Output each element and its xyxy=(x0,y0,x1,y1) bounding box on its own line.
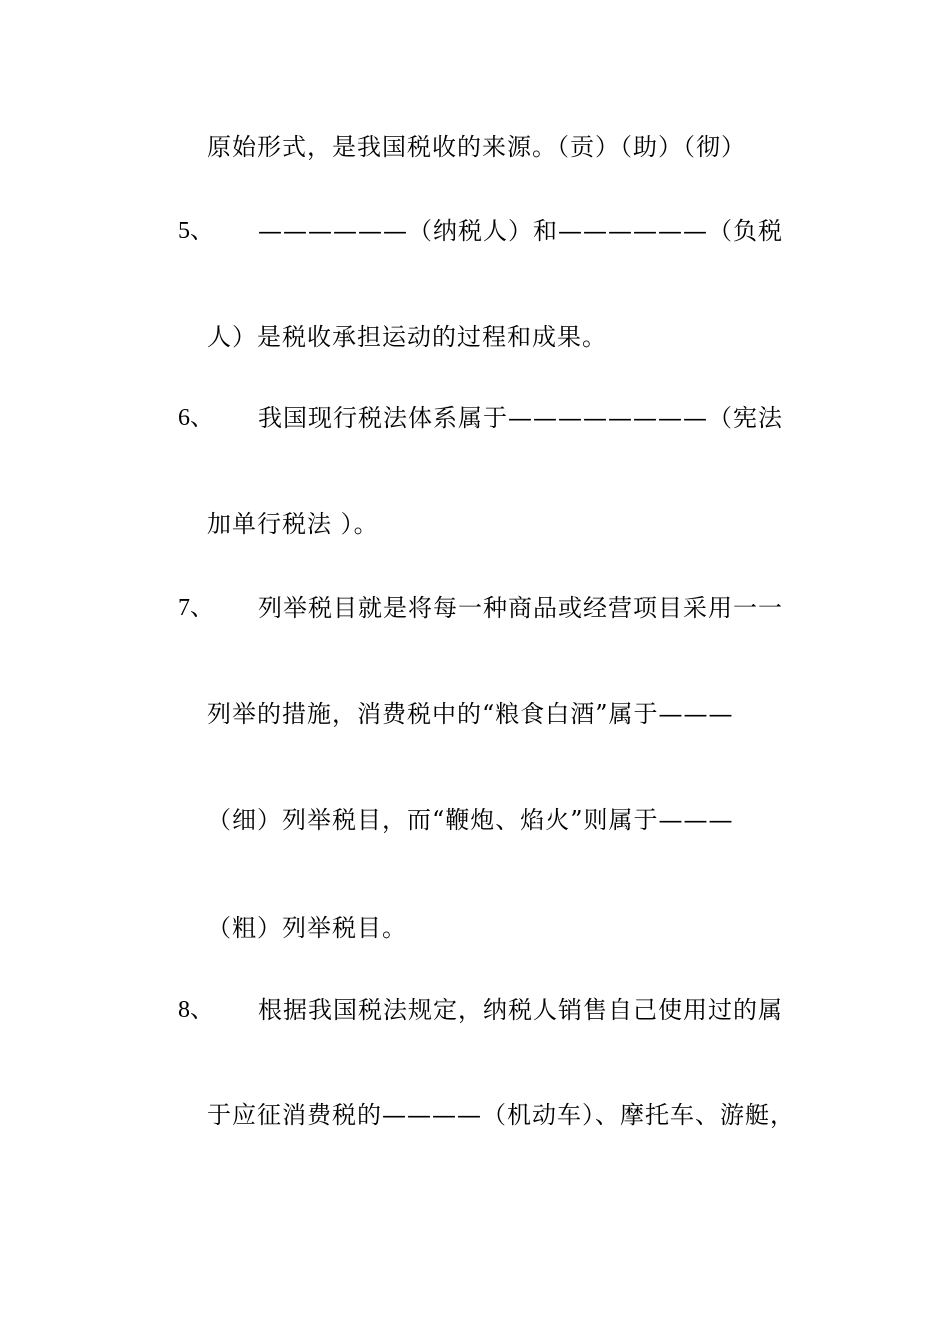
text-line: 于应征消费税的————（机动车）、摩托车、游艇， xyxy=(207,1101,795,1129)
text-line: 列举税目就是将每一种商品或经营项目采用一一 xyxy=(258,594,783,622)
item-number: 7、 xyxy=(178,595,214,621)
item-number: 6、 xyxy=(178,405,214,431)
item-number: 5、 xyxy=(178,218,214,244)
text-line: 根据我国税法规定，纳税人销售自己使用过的属 xyxy=(258,996,783,1024)
text-line: （粗）列举税目。 xyxy=(207,914,407,942)
text-line: 加单行税法 ）。 xyxy=(207,510,379,538)
text-line: 我国现行税法体系属于————————（宪法 xyxy=(258,404,783,432)
text-line: 原始形式，是我国税收的来源。（贡）（助）（彻） xyxy=(207,133,746,161)
item-number: 8、 xyxy=(178,997,214,1023)
text-line: ——————（纳税人）和——————（负税 xyxy=(258,217,783,245)
text-line: （细）列举税目，而“鞭炮、焰火”则属于——— xyxy=(207,806,734,834)
text-line: 人）是税收承担运动的过程和成果。 xyxy=(207,323,607,351)
text-line: 列举的措施，消费税中的“粮食白酒”属于——— xyxy=(207,700,734,728)
